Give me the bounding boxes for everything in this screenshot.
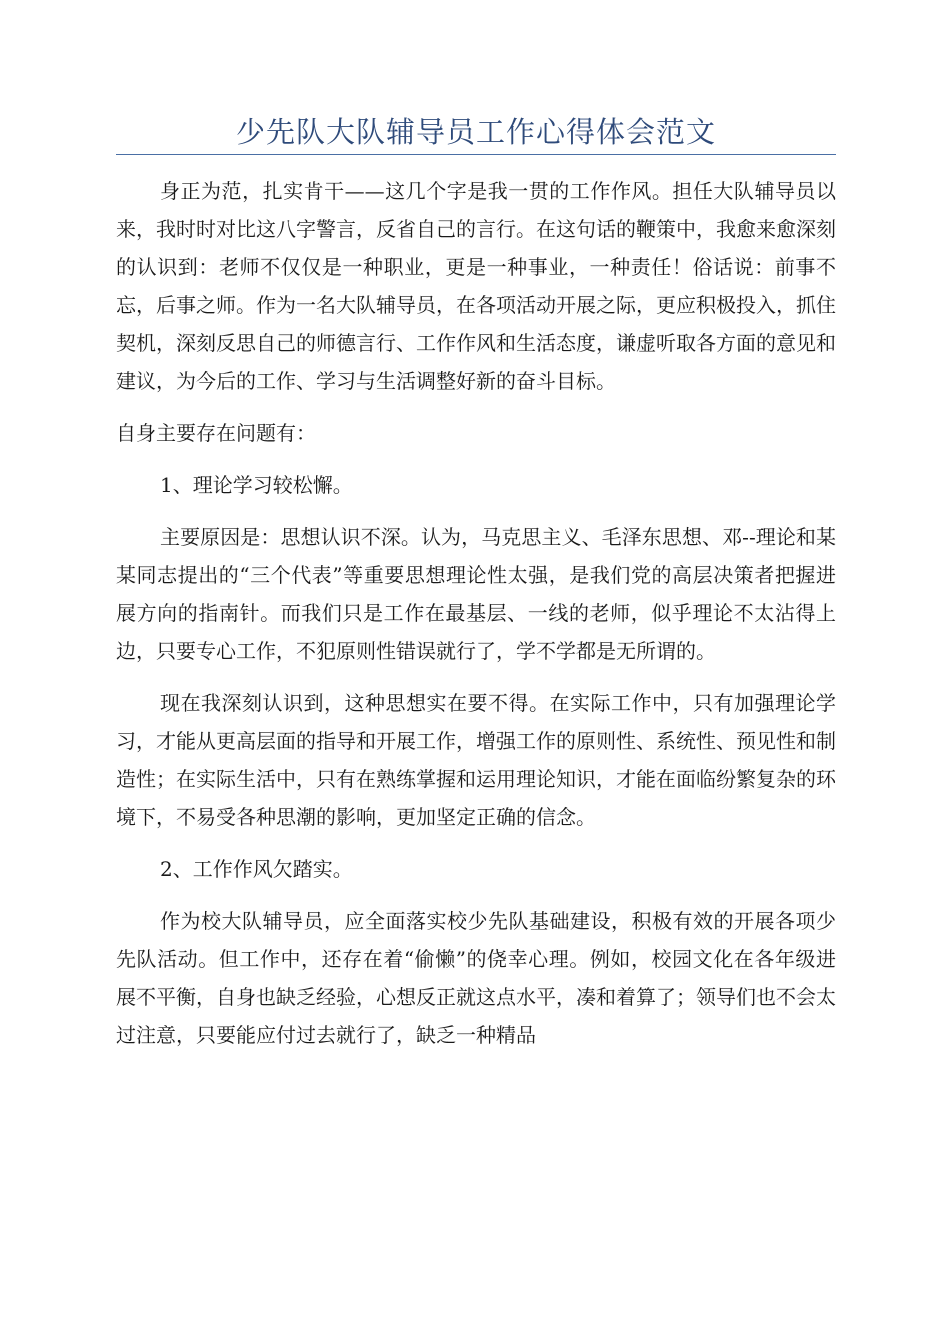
document-title: 少先队大队辅导员工作心得体会范文 <box>235 115 716 149</box>
paragraph-intro: 身正为范，扎实肯干——这几个字是我一贯的工作作风。担任大队辅导员以来，我时时对比这八字警言，反省自己的言行。在这句话的鞭策中，我愈来愈深刻的认识到：老师不仅仅是一种职业，更是一种事业，一种责任！俗话说：前事不忘，后事之师。作为一名大队辅导员，在各项活动开展之际，更应积极投入，抓住契机，深刻反思自己的师德言行、工作作风和生活态度，谦虚听取各方面的意见和建议，为今后的工作、学习与生活调整好新的奋斗目标。 <box>116 179 836 393</box>
paragraph-item-2-detail: 作为校大队辅导员，应全面落实校少先队基础建设，积极有效的开展各项少先队活动。但工作中，还存在着“偷懒”的侥幸心理。例如，校园文化在各年级进展不平衡，自身也缺乏经验，心想反正就这点水平，凑和着算了；领导们也不会太过注意，只要能应付过去就行了，缺乏一种精品 <box>116 909 836 1047</box>
paragraph-item-2-heading: 2、工作作风欠踏实。 <box>160 857 353 881</box>
paragraph-item-1-heading: 1、理论学习较松懈。 <box>160 473 353 497</box>
document-body <box>116 172 836 1054</box>
paragraph-problems-heading: 自身主要存在问题有： <box>116 421 316 445</box>
title-underline <box>116 154 836 155</box>
paragraph-item-1-reflection: 现在我深刻认识到，这种思想实在要不得。在实际工作中，只有加强理论学习，才能从更高层面的指导和开展工作，增强工作的原则性、系统性、预见性和制造性；在实际生活中，只有在熟练掌握和运用理论知识，才能在面临纷繁复杂的环境下，不易受各种思潮的影响，更加坚定正确的信念。 <box>116 691 836 829</box>
paragraph-item-1-reason: 主要原因是：思想认识不深。认为，马克思主义、毛泽东思想、邓--理论和某某同志提出的“三个代表”等重要思想理论性太强，是我们党的高层决策者把握进展方向的指南针。而我们只是工作在最基层、一线的老师，似乎理论不太沾得上边，只要专心工作，不犯原则性错误就行了，学不学都是无所谓的。 <box>116 525 836 663</box>
